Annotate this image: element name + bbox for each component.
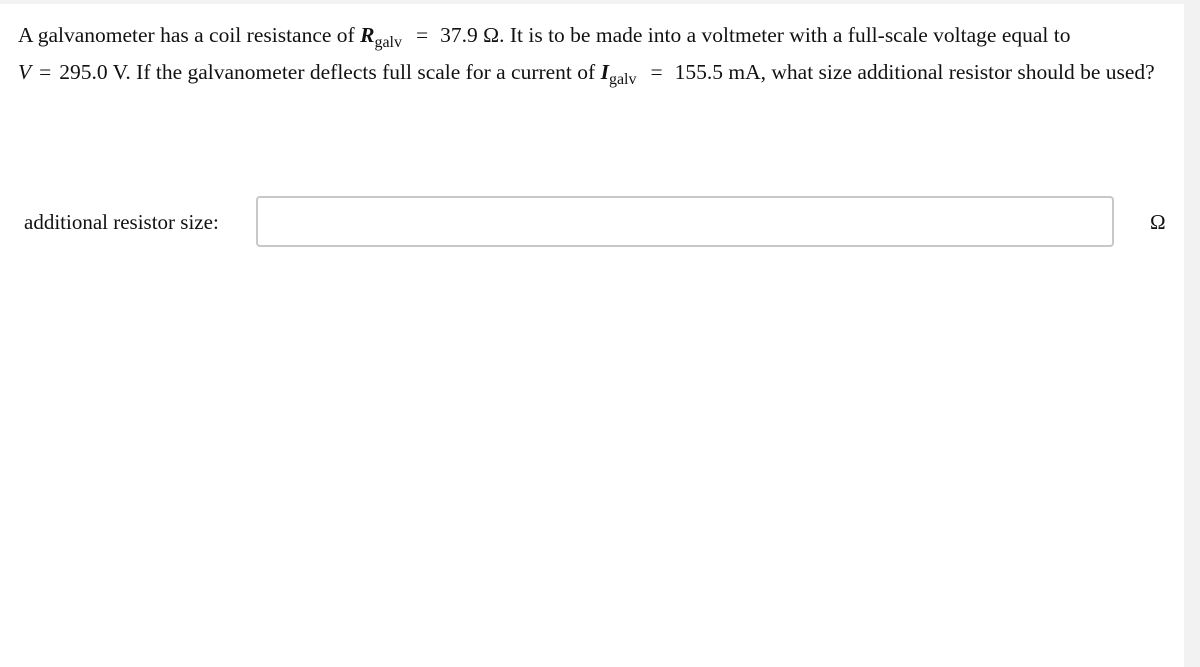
problem-text-part2: . It is to be made into a voltmeter with a full-scale voltage equal to [499,23,1071,47]
answer-label: additional resistor size: [24,210,219,234]
problem-text-part1: A galvanometer has a coil resistance of [18,23,361,47]
current-value: 155.5 mA [674,60,761,84]
resistance-subscript: galv [374,34,402,51]
problem-text-part4: , what size additional resistor should be used? [760,60,1155,84]
current-symbol [600,60,639,88]
resistance-symbol [360,23,404,51]
voltage-symbol: V [18,60,32,84]
problem-statement [18,18,1178,92]
problem-text-part3: . If the galvanometer deflects full scale for a current of [125,60,601,84]
resistor-size-input[interactable] [256,196,1114,247]
equals-sign: = [39,60,52,84]
equals-sign: = [415,23,429,47]
resistance-value: 37.9 Ω [440,23,500,47]
current-subscript: galv [608,71,637,88]
equals-sign: = [650,60,663,84]
voltage-value: 295.0 V [59,60,126,84]
ohm-unit-label: Ω [1150,210,1166,234]
resistance-symbol-letter: R [360,23,375,47]
current-symbol-letter: I [600,60,609,84]
